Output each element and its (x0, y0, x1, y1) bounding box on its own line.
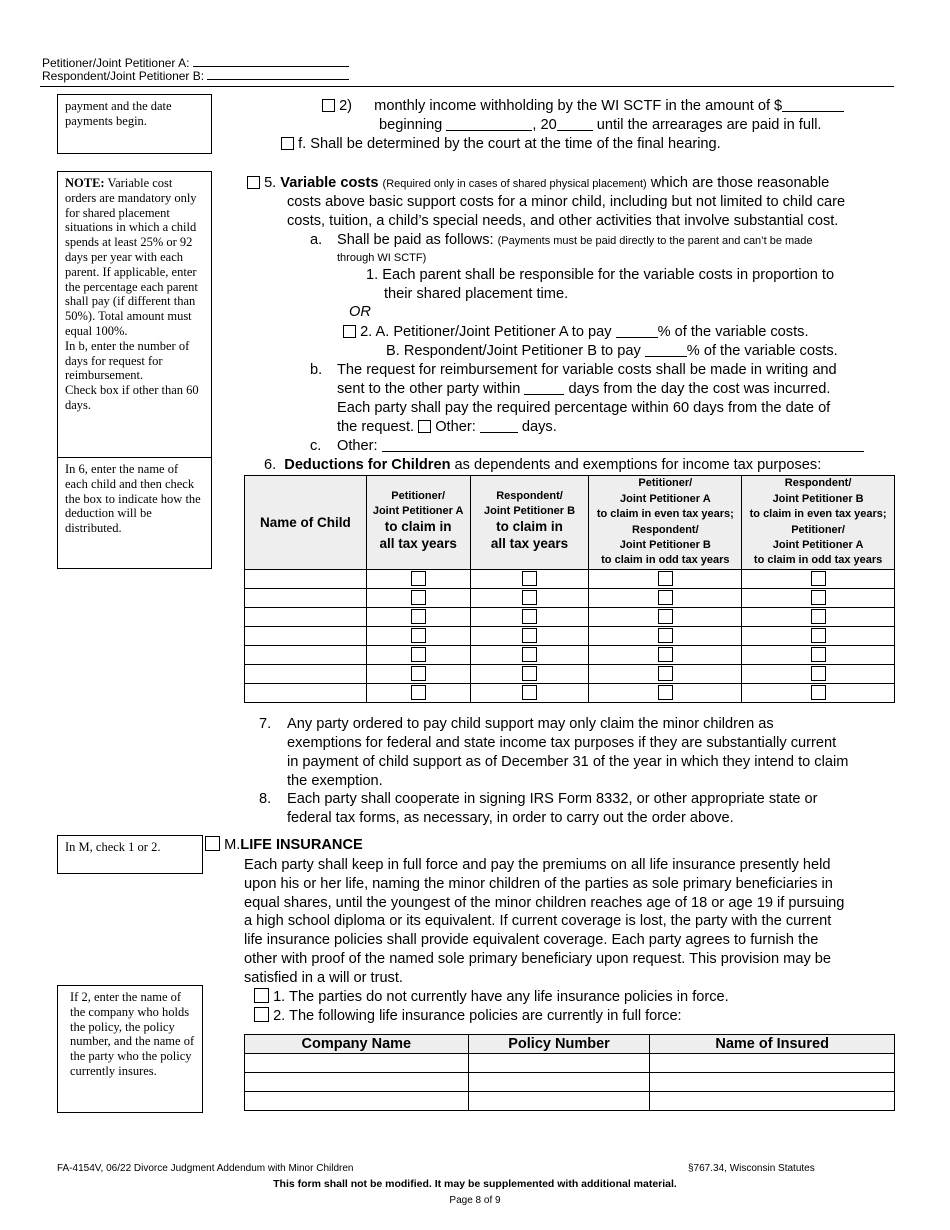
variable-a-note: (Payments must be paid directly to the parent and can’t be made (497, 235, 813, 247)
variable-a-note2: through WI SCTF) (337, 252, 427, 264)
note-policy-details: If 2, enter the name of the company who holds the policy, the policy number, and the name of the party who the policy currently insures. (57, 985, 203, 1113)
item8-num: 8. (259, 791, 272, 807)
col-respondent-even (742, 476, 895, 570)
table-row (245, 1092, 895, 1111)
col-petitioner-all (366, 476, 470, 570)
petitioner-even-checkbox[interactable] (658, 609, 673, 624)
petitioner-all-checkbox[interactable] (411, 571, 426, 586)
modification-notice: This form shall not be modified. It may be supplemented with additional material. (273, 1178, 677, 1190)
item-f (281, 135, 721, 154)
petitioner-all-checkbox[interactable] (411, 628, 426, 643)
respondent-even-checkbox[interactable] (811, 685, 826, 700)
table-row (245, 627, 895, 646)
deductions-header-row (245, 476, 895, 570)
col-petitioner-even (589, 476, 742, 570)
table-row (245, 1073, 895, 1092)
col4-l1: Petitioner/ (638, 477, 693, 490)
life-label: M. (224, 837, 241, 853)
variable-costs-note: (Required only in cases of shared physical placement) (382, 178, 647, 190)
variable-b-line2b: days from the day the cost was incurred. (564, 381, 831, 397)
arrearages-text: until the arrearages are paid in full. (592, 117, 822, 133)
child-name-cell[interactable] (245, 665, 367, 684)
respondent-even-checkbox[interactable] (811, 666, 826, 681)
item-f-text: f. Shall be determined by the court at the time of the final hearing. (298, 136, 721, 152)
respondent-all-checkbox[interactable] (522, 571, 537, 586)
petitioner-all-checkbox[interactable] (411, 590, 426, 605)
header-divider (40, 86, 894, 87)
table-row (245, 570, 895, 589)
deductions-title-rest: as dependents and exemptions for income tax purposes: (450, 457, 822, 473)
variable-a2-num: 2. (360, 324, 373, 340)
col2-l4: all tax years (379, 536, 457, 551)
life-p2: upon his or her life, naming the minor children of the parties as sole primary beneficiaries in (244, 876, 833, 892)
col-name-of-child: Name of Child (245, 476, 367, 570)
deductions-num: 6. (264, 457, 277, 473)
variable-a2-line2 (386, 342, 838, 361)
child-name-cell[interactable] (245, 646, 367, 665)
col-name-of-insured: Name of Insured (650, 1035, 895, 1054)
respondent-all-checkbox[interactable] (522, 666, 537, 681)
variable-a-label: a. (310, 232, 323, 248)
variable-costs-heading (247, 174, 829, 194)
variable-costs-title: Variable costs (280, 175, 379, 191)
col-policy-number: Policy Number (468, 1035, 650, 1054)
petitioner-even-checkbox[interactable] (658, 647, 673, 662)
deductions-title: Deductions for Children (284, 457, 451, 473)
col5-l4: Petitioner/ (791, 523, 845, 536)
pct-suffix-a: % of the variable costs. (657, 324, 809, 340)
variable-c-line (337, 437, 864, 456)
col5-l1: Respondent/ (784, 477, 852, 490)
company-name-cell[interactable] (245, 1092, 469, 1111)
respondent-all-checkbox[interactable] (522, 685, 537, 700)
withholding-amount-field[interactable] (782, 98, 844, 112)
withholding-line2 (379, 116, 822, 135)
petitioner-all-checkbox[interactable] (411, 647, 426, 662)
policies-in-force-checkbox[interactable] (254, 1007, 269, 1022)
petitioner-all-checkbox[interactable] (411, 609, 426, 624)
col2-l3: to claim in (384, 519, 452, 534)
petitioner-all-checkbox[interactable] (411, 666, 426, 681)
life-insurance-heading (205, 836, 363, 855)
variable-b-line4c: days. (517, 419, 557, 435)
respondent-percent-field[interactable] (645, 343, 687, 357)
policies-header-row (245, 1035, 895, 1054)
respondent-all-checkbox[interactable] (522, 628, 537, 643)
table-row (245, 684, 895, 703)
beginning-label: beginning (379, 117, 443, 133)
life-insurance-checkbox[interactable] (205, 836, 220, 851)
beginning-date-field[interactable] (446, 117, 532, 131)
year-prefix: , 20 (532, 117, 557, 133)
withholding-text: monthly income withholding by the WI SCTF in the amount of $ (374, 98, 783, 114)
child-name-cell[interactable] (245, 684, 367, 703)
note-life-insurance-choice: In M, check 1 or 2. (57, 835, 203, 874)
respondent-label: Respondent/Joint Petitioner B: (42, 69, 205, 83)
or-label: OR (349, 304, 371, 320)
respondent-even-checkbox[interactable] (811, 647, 826, 662)
variable-b-line2a: sent to the other party within (337, 381, 525, 397)
life-p5: life insurance policies shall provide equivalent coverage. Each party agrees to furnish the (244, 932, 819, 948)
respondent-even-checkbox[interactable] (811, 590, 826, 605)
variable-costs-rest: which are those reasonable (646, 175, 830, 191)
variable-b-line4b: Other: (431, 419, 480, 435)
col3-l4: all tax years (490, 536, 569, 551)
petitioner-even-checkbox[interactable] (658, 685, 673, 700)
item7-l1: Any party ordered to pay child support may only claim the minor children as (287, 716, 774, 732)
variable-b-line4a: the request. (337, 419, 415, 435)
col4-l4: Respondent/ (632, 523, 699, 536)
col-respondent-all (470, 476, 589, 570)
deductions-heading (264, 456, 821, 475)
policy-number-cell[interactable] (468, 1092, 650, 1111)
table-row (245, 665, 895, 684)
reimbursement-days-field[interactable] (524, 381, 564, 395)
table-row (245, 608, 895, 627)
col2-l2: Joint Petitioner A (372, 505, 464, 517)
variable-a2-checkbox[interactable] (343, 325, 356, 338)
col5-l6: to claim in odd tax years (753, 554, 883, 567)
insured-name-cell[interactable] (650, 1073, 895, 1092)
petitioner-label: Petitioner/Joint Petitioner A: (42, 56, 190, 70)
variable-line2: costs above basic support costs for a minor child, including but not limited to child care (287, 194, 846, 210)
col5-l5: Joint Petitioner A (772, 538, 864, 551)
table-row (245, 1054, 895, 1073)
note-deductions: In 6, enter the name of each child and then check the box to indicate how the deduction will be distributed. (57, 458, 212, 569)
col5-l2: Joint Petitioner B (772, 492, 864, 505)
petitioner-even-checkbox[interactable] (658, 590, 673, 605)
item7-l3: in payment of child support as of December 31 of the year in which they intend to claim (287, 754, 849, 770)
respondent-even-checkbox[interactable] (811, 571, 826, 586)
variable-other-field[interactable] (382, 438, 864, 452)
variable-b-line1: The request for reimbursement for variable costs shall be made in writing and (337, 362, 837, 378)
variable-line3: costs, tuition, a child’s special needs, and other activities that involve substantial cost. (287, 213, 839, 229)
petitioner-percent-field[interactable] (616, 324, 658, 338)
withholding-checkbox[interactable] (322, 99, 335, 112)
item7-l4: the exemption. (287, 773, 383, 789)
note-label: NOTE: (65, 176, 105, 190)
variable-b-line4 (337, 418, 557, 437)
life-p3: equal shares, until the youngest of the minor children reaches age of 18 or age 19 if pursuing (244, 895, 845, 911)
statute-reference: §767.34, Wisconsin Statutes (688, 1163, 815, 1174)
col3-l3: to claim in (496, 519, 563, 534)
col3-l2: Joint Petitioner B (484, 505, 576, 517)
page-number: Page 8 of 9 (449, 1195, 501, 1206)
item7-l2: exemptions for federal and state income tax purposes if they are substantially current (287, 735, 837, 751)
respondent-all-checkbox[interactable] (522, 609, 537, 624)
life-option1 (254, 988, 729, 1007)
variable-costs-num: 5. (264, 175, 277, 191)
life-opt1-text: 1. The parties do not currently have any life insurance policies in force. (273, 989, 729, 1005)
life-opt2-text: 2. The following life insurance policies are currently in full force: (273, 1008, 682, 1024)
variable-b-label: b. (310, 362, 323, 378)
variable-a-text: Shall be paid as follows: (337, 232, 494, 248)
note-days-text: In b, enter the number of days for request for reimbursement. (65, 338, 190, 383)
col4-l2: Joint Petitioner A (620, 492, 711, 505)
life-p1: Each party shall keep in full force and pay the premiums on all life insurance presently held (244, 857, 831, 873)
life-p4: a high school diploma or its equivalent. If current coverage is lost, the party with the current (244, 913, 832, 929)
no-policies-checkbox[interactable] (254, 988, 269, 1003)
petitioner-name-field[interactable] (193, 66, 349, 67)
item8-l2: federal tax forms, as necessary, in order to carry out the order above. (287, 810, 734, 826)
item-f-checkbox[interactable] (281, 137, 294, 150)
respondent-even-checkbox[interactable] (811, 609, 826, 624)
company-name-cell[interactable] (245, 1073, 469, 1092)
respondent-all-checkbox[interactable] (522, 647, 537, 662)
col4-l6: to claim in odd tax years (601, 554, 730, 567)
respondent-all-checkbox[interactable] (522, 590, 537, 605)
variable-c-text: Other: (337, 438, 378, 454)
note-check-text: Check box if other than 60 days. (65, 383, 199, 412)
respondent-name-field[interactable] (207, 79, 349, 80)
col-company-name: Company Name (245, 1035, 469, 1054)
variable-a2-line1 (343, 323, 809, 342)
variable-c-label: c. (310, 438, 322, 454)
other-days-checkbox[interactable] (418, 420, 431, 433)
note-variable-costs (57, 171, 212, 458)
life-title: LIFE INSURANCE (240, 837, 363, 853)
petitioner-even-checkbox[interactable] (658, 628, 673, 643)
variable-a-line (337, 231, 813, 251)
life-p7: satisfied in a will or trust. (244, 970, 403, 986)
company-name-cell[interactable] (245, 1054, 469, 1073)
child-name-cell[interactable] (245, 589, 367, 608)
col4-l3: to claim in even tax years; (596, 508, 734, 521)
variable-b-line3: Each party shall pay the required percentage within 60 days from the date of (337, 400, 831, 416)
col4-l5: Joint Petitioner B (619, 538, 711, 551)
petitioner-all-checkbox[interactable] (411, 685, 426, 700)
form-id: FA-4154V, 06/22 Divorce Judgment Addendum with Minor Children (57, 1163, 354, 1174)
respondent-header (42, 69, 349, 83)
table-row (245, 589, 895, 608)
variable-a1-line2: their shared placement time. (384, 286, 569, 302)
other-days-field[interactable] (480, 419, 518, 433)
item7-num: 7. (259, 716, 272, 732)
petitioner-header (42, 56, 349, 70)
variable-a2-a: A. Petitioner/Joint Petitioner A to pay (375, 324, 616, 340)
petitioner-even-checkbox[interactable] (658, 666, 673, 681)
policy-number-cell[interactable] (468, 1073, 650, 1092)
variable-a1-line1: 1. Each parent shall be responsible for the variable costs in proportion to (366, 267, 835, 283)
table-row (245, 646, 895, 665)
life-p6: other with proof of the named sole primary beneficiary upon request. This provision may be (244, 951, 832, 967)
deductions-table (244, 475, 895, 703)
year-field[interactable] (557, 117, 593, 131)
col2-l1: Petitioner/ (391, 490, 446, 502)
insured-name-cell[interactable] (650, 1054, 895, 1073)
withholding-option (322, 97, 844, 116)
child-name-cell[interactable] (245, 627, 367, 646)
withholding-num: 2) (339, 98, 353, 114)
variable-costs-checkbox[interactable] (247, 176, 260, 189)
life-option2 (254, 1007, 682, 1026)
col5-l3: to claim in even tax years; (749, 508, 887, 521)
policies-table (244, 1034, 895, 1111)
note-payment-date: payment and the date payments begin. (57, 94, 212, 154)
item8-l1: Each party shall cooperate in signing IRS Form 8332, or other appropriate state or (287, 791, 818, 807)
child-name-cell[interactable] (245, 570, 367, 589)
insured-name-cell[interactable] (650, 1092, 895, 1111)
note-variable-text: Variable cost orders are mandatory only for shared placement situations in which a child spends at least 25% or 92 days per year with each parent. If applicable, enter the percentage each parent shall pay (if different than 50%). Total amount must equal 100%. (65, 176, 198, 338)
child-name-cell[interactable] (245, 608, 367, 627)
variable-a2-b: B. Respondent/Joint Petitioner B to pay (386, 343, 645, 359)
petitioner-even-checkbox[interactable] (658, 571, 673, 586)
col3-l1: Respondent/ (496, 490, 563, 502)
respondent-even-checkbox[interactable] (811, 628, 826, 643)
variable-b-line2 (337, 380, 830, 399)
policy-number-cell[interactable] (468, 1054, 650, 1073)
pct-suffix-b: % of the variable costs. (686, 343, 838, 359)
